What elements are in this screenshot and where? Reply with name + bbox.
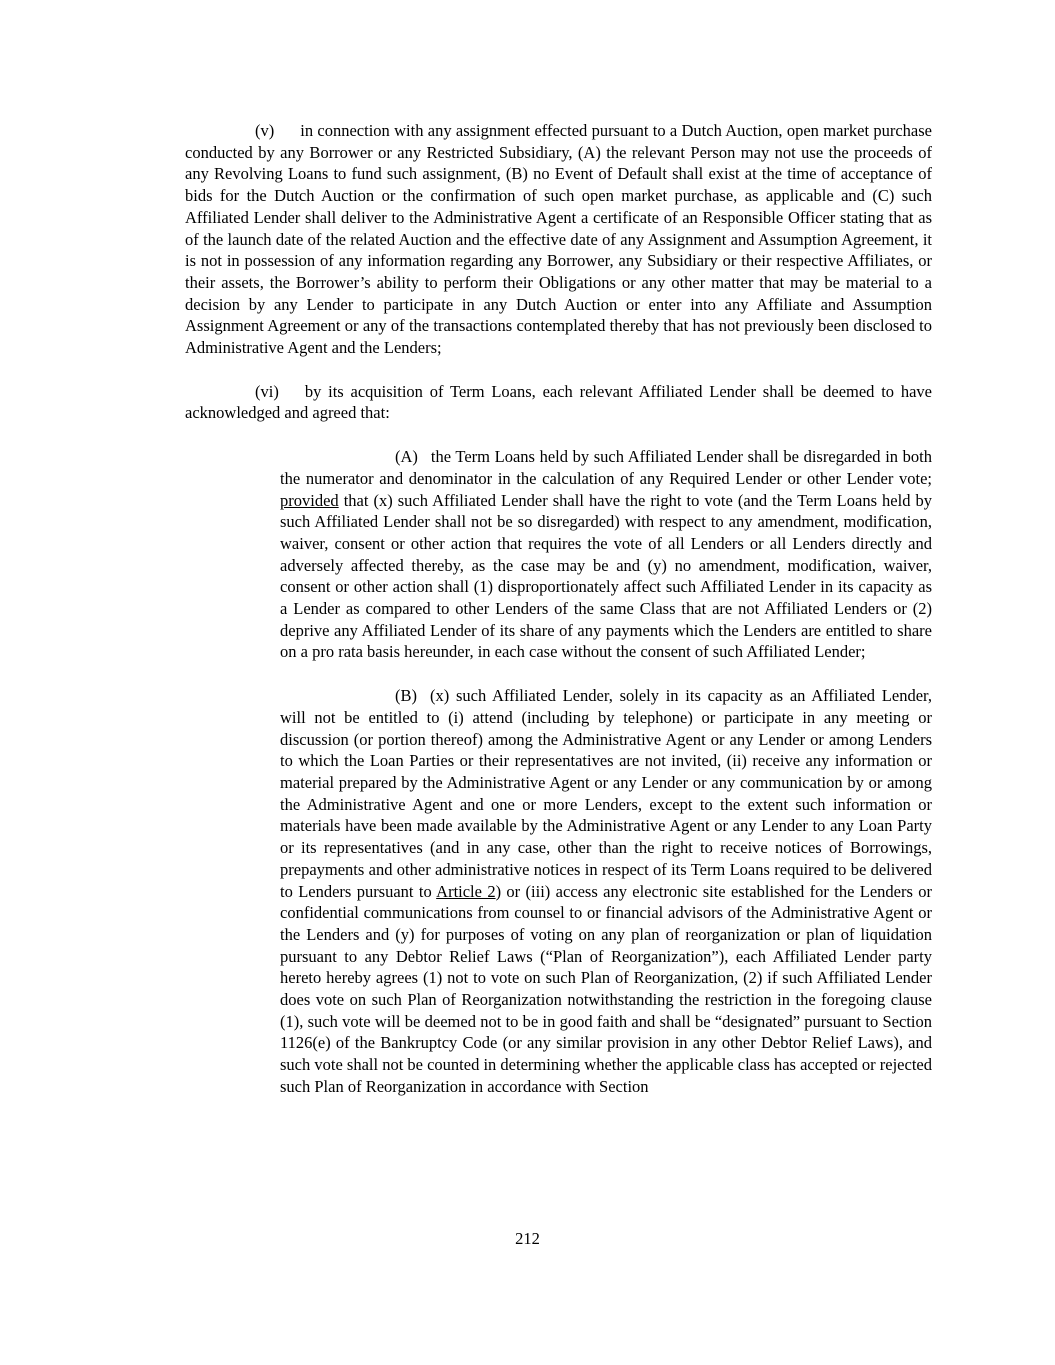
paragraph-label: (A) bbox=[395, 447, 418, 467]
underlined-text: provided bbox=[280, 490, 339, 510]
paragraph-b bbox=[280, 685, 932, 1097]
text-segment: by its acquisition of Term Loans, each relevant Affiliated Lender shall be deemed to have acknowledged and agreed that: bbox=[185, 381, 932, 423]
paragraph-vi bbox=[185, 381, 932, 424]
underlined-text: Article 2 bbox=[436, 881, 496, 901]
text-segment: ) or (iii) access any electronic site established for the Lenders or confidential communications from counsel to or financial advisors of the Administrative Agent or the Lenders and (y) for purposes of voting on any plan of reorganization or plan of liquidation pursuant to any Debtor Relief Laws (“Plan of Reorganization”), each Affiliated Lender party hereto hereby agrees (1) not to vote on such Plan of Reorganization, (2) if such Affiliated Lender does vote on such Plan of Reorganization notwithstanding the restriction in the foregoing clause (1), such vote will be deemed not to be in good faith and shall be “designated” pursuant to Section 1126(e) of the Bankruptcy Code (or any similar provision in any other Debtor Relief Laws), and such vote shall not be counted in determining whether the applicable class has accepted or rejected such Plan of Reorganization in accordance with Section bbox=[280, 881, 932, 1096]
paragraph-label: (vi) bbox=[255, 381, 279, 401]
text-segment: (x) such Affiliated Lender, solely in its capacity as an Affiliated Lender, will not be entitled to (i) attend (including by telephone) or participate in any meeting or discussion (or portion thereof) among the Administrative Agent or any Lender or among Lenders to which the Loan Parties or their representatives are not invited, (ii) receive any information or material prepared by the Administrative Agent or any Lender or any communication by or among the Administrative Agent and one or more Lenders, except to the extent such information or materials have been made available by the Administrative Agent or any Lender to any Loan Party or its representatives (and in any case, other than the right to receive notices of Borrowings, prepayments and other administrative notices in respect of its Term Loans required to be delivered to Lenders pursuant to bbox=[280, 686, 932, 901]
text-segment: in connection with any assignment effected pursuant to a Dutch Auction, open market purchase conducted by any Borrower or any Restricted Subsidiary, (A) the relevant Person may not use the proceeds of any Revolving Loans to fund such assignment, (B) no Event of Default shall exist at the time of acceptance of bids for the Dutch Auction or the confirmation of such open market purchase, as applicable and (C) such Affiliated Lender shall deliver to the Administrative Agent a certificate of an Responsible Officer stating that as of the launch date of the related Auction and the effective date of any Assignment and Assumption Agreement, it is not in possession of any information regarding any Borrower, any Subsidiary or their respective Affiliates, or their assets, the Borrower’s ability to perform their Obligations or any other matter that may be material to a decision by any Lender to participate in any Dutch Auction or enter into any Affiliate and Assumption Assignment Agreement or any of the transactions contemplated thereby that has not previously been disclosed to Administrative Agent and the Lenders; bbox=[185, 121, 932, 358]
text-segment: the Term Loans held by such Affiliated Lender shall be disregarded in both the numerator and denominator in the calculation of any Required Lender or other Lender vote; bbox=[280, 447, 932, 488]
document-body bbox=[185, 120, 932, 1120]
page-number: 212 bbox=[515, 1229, 540, 1248]
text-segment: that (x) such Affiliated Lender shall have the right to vote (and the Term Loans held by such Affiliated Lender shall not be so disregarded) with respect to any amendment, modification, waiver, consent or other action that requires the vote of all Lenders or all Lenders directly and adversely affected thereby, as the case may be and (y) no amendment, modification, waiver, consent or other action shall (1) disproportionately affect such Affiliated Lender in its capacity as a Lender as compared to other Lenders of the same Class that are not Affiliated Lenders or (2) deprive any Affiliated Lender of its share of any payments which the Lenders are entitled to share on a pro rata basis hereunder, in each case without the consent of such Affiliated Lender; bbox=[280, 490, 932, 662]
paragraph-label: (v) bbox=[255, 121, 275, 140]
paragraph-label: (B) bbox=[395, 686, 417, 706]
paragraph-a bbox=[280, 446, 932, 663]
paragraph-v bbox=[185, 120, 932, 359]
